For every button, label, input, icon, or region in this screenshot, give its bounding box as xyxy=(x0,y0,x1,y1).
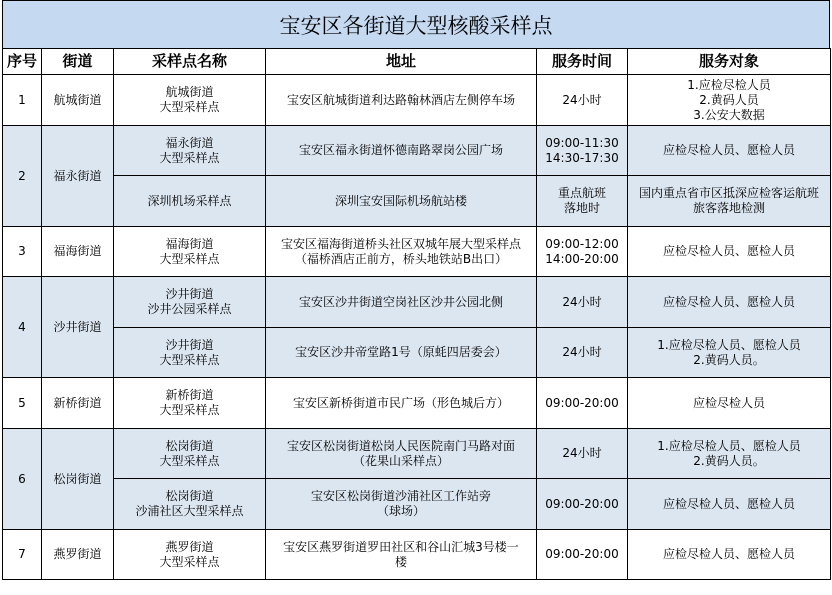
target-line: 2.黄码人员。 xyxy=(693,352,765,367)
header-site: 采样点名称 xyxy=(114,49,266,75)
cell-site-name xyxy=(114,75,266,126)
cell-street: 福永街道 xyxy=(42,126,114,227)
cell-address xyxy=(266,328,537,378)
target-line: 应检尽检人员 xyxy=(692,395,765,410)
hours-line: 09:00-20:00 xyxy=(545,395,619,410)
cell-street: 燕罗街道 xyxy=(42,530,114,580)
target-line: 应检尽检人员、愿检人员 xyxy=(662,496,795,511)
target-line: 1.应检尽检人员、愿检人员 xyxy=(657,438,801,453)
address-line: 深圳宝安国际机场航站楼 xyxy=(334,193,467,208)
site-name-line: 深圳机场采样点 xyxy=(147,193,232,208)
site-name-line: 燕罗街道 xyxy=(165,539,214,554)
cell-hours xyxy=(537,126,628,176)
cell-site-name xyxy=(114,176,266,227)
site-name-line: 福海街道 xyxy=(165,236,214,251)
hours-line: 24小时 xyxy=(562,345,602,359)
hours-line: 24小时 xyxy=(562,92,602,107)
table-row xyxy=(3,75,831,126)
table-row xyxy=(3,126,831,176)
hours-line: 09:00-20:00 xyxy=(545,547,619,561)
cell-street: 新桥街道 xyxy=(42,378,114,429)
table-body xyxy=(3,75,831,580)
hours-line: 14:00-20:00 xyxy=(545,251,619,266)
cell-address xyxy=(266,479,537,530)
header-address: 地址 xyxy=(266,49,537,75)
header-seq: 序号 xyxy=(3,49,42,75)
cell-target xyxy=(628,75,831,126)
address-line: 宝安区燕罗街道罗田社区和谷山汇城3号楼一 xyxy=(283,539,519,554)
target-line: 2.黄码人员。 xyxy=(693,453,765,468)
cell-hours xyxy=(537,479,628,530)
table-row xyxy=(3,530,831,580)
table-row xyxy=(3,328,831,378)
site-name-line: 松岗街道 xyxy=(165,438,214,453)
site-name-line: 福永街道 xyxy=(165,135,214,150)
cell-site-name xyxy=(114,479,266,530)
target-line: 3.公安大数据 xyxy=(693,107,765,122)
target-line: 应检尽检人员、愿检人员 xyxy=(662,244,795,258)
sheet-title: 宝安区各街道大型核酸采样点 xyxy=(2,0,830,48)
cell-seq: 6 xyxy=(3,429,42,530)
site-name-line: 沙井街道 xyxy=(165,337,214,352)
target-line: 2.黄码人员 xyxy=(699,92,759,107)
cell-hours xyxy=(537,277,628,328)
cell-address xyxy=(266,378,537,429)
hours-line: 09:00-11:30 xyxy=(545,135,619,150)
hours-line: 24小时 xyxy=(562,294,602,309)
cell-target xyxy=(628,126,831,176)
site-name-line: 松岗街道 xyxy=(165,489,214,503)
table-row xyxy=(3,227,831,277)
header-street: 街道 xyxy=(42,49,114,75)
cell-seq: 1 xyxy=(3,75,42,126)
cell-address xyxy=(266,176,537,227)
cell-hours xyxy=(537,328,628,378)
sampling-sites-table xyxy=(2,48,831,580)
cell-site-name xyxy=(114,378,266,429)
address-line: （福桥酒店正前方，桥头地铁站B出口） xyxy=(294,251,508,266)
target-line: 应检尽检人员、愿检人员 xyxy=(662,547,795,561)
cell-target xyxy=(628,530,831,580)
cell-target xyxy=(628,479,831,530)
address-line: 楼 xyxy=(394,554,407,569)
address-line: 宝安区松岗街道沙浦社区工作站旁 xyxy=(310,489,491,503)
table-row xyxy=(3,378,831,429)
cell-site-name xyxy=(114,530,266,580)
cell-site-name xyxy=(114,277,266,328)
site-name-line: 大型采样点 xyxy=(159,150,220,165)
cell-site-name xyxy=(114,429,266,479)
table-row xyxy=(3,176,831,227)
hours-line: 09:00-12:00 xyxy=(545,236,619,251)
cell-hours xyxy=(537,227,628,277)
site-name-line: 沙浦社区大型采样点 xyxy=(135,504,244,518)
cell-site-name xyxy=(114,126,266,176)
cell-hours xyxy=(537,429,628,479)
site-name-line: 沙井街道 xyxy=(165,287,214,301)
cell-hours xyxy=(537,176,628,227)
hours-line: 14:30-17:30 xyxy=(545,150,619,165)
address-line: 宝安区新桥街道市民广场（形色城后方） xyxy=(292,395,509,410)
target-line: 1.应检尽检人员、愿检人员 xyxy=(657,337,801,352)
table-row xyxy=(3,479,831,530)
cell-address xyxy=(266,429,537,479)
cell-street: 松岗街道 xyxy=(42,429,114,530)
cell-street: 沙井街道 xyxy=(42,277,114,378)
cell-seq: 7 xyxy=(3,530,42,580)
header-target: 服务对象 xyxy=(628,49,831,75)
site-name-line: 大型采样点 xyxy=(159,554,220,569)
site-name-line: 大型采样点 xyxy=(159,100,220,114)
cell-seq: 5 xyxy=(3,378,42,429)
site-name-line: 大型采样点 xyxy=(159,403,220,417)
address-line: 宝安区福永街道怀德南路翠岗公园广场 xyxy=(298,143,503,157)
cell-address xyxy=(266,75,537,126)
address-line: （花果山采样点） xyxy=(352,453,449,468)
cell-site-name xyxy=(114,328,266,378)
cell-target xyxy=(628,328,831,378)
cell-address xyxy=(266,530,537,580)
cell-seq: 4 xyxy=(3,277,42,378)
cell-target xyxy=(628,378,831,429)
address-line: 宝安区沙井帝堂路1号（原蚝四居委会） xyxy=(295,345,507,359)
cell-site-name xyxy=(114,227,266,277)
address-line: 宝安区松岗街道松岗人民医院南门马路对面 xyxy=(286,438,515,453)
target-line: 应检尽检人员、愿检人员 xyxy=(662,143,795,157)
cell-hours xyxy=(537,378,628,429)
target-line: 旅客落地检测 xyxy=(692,201,765,215)
header-row xyxy=(3,49,831,75)
cell-address xyxy=(266,227,537,277)
address-line: 宝安区沙井街道空岗社区沙井公园北侧 xyxy=(298,294,503,309)
site-name-line: 新桥街道 xyxy=(165,388,214,402)
site-name-line: 大型采样点 xyxy=(159,251,220,266)
header-hours: 服务时间 xyxy=(537,49,628,75)
cell-target xyxy=(628,227,831,277)
hours-line: 重点航班 xyxy=(557,186,606,200)
hours-line: 落地时 xyxy=(563,201,600,215)
address-line: 宝安区航城街道利达路翰林酒店左侧停车场 xyxy=(286,92,515,107)
target-line: 国内重点省市区抵深应检客运航班 xyxy=(638,186,819,200)
table-row xyxy=(3,277,831,328)
site-name-line: 航城街道 xyxy=(165,85,214,99)
target-line: 1.应检尽检人员 xyxy=(687,77,771,92)
cell-address xyxy=(266,277,537,328)
address-line: （球场） xyxy=(376,504,425,518)
hours-line: 09:00-20:00 xyxy=(545,496,619,511)
site-name-line: 大型采样点 xyxy=(159,352,220,367)
cell-target xyxy=(628,176,831,227)
cell-seq: 3 xyxy=(3,227,42,277)
target-line: 应检尽检人员、愿检人员 xyxy=(662,294,795,309)
site-name-line: 大型采样点 xyxy=(159,453,220,468)
cell-street: 福海街道 xyxy=(42,227,114,277)
cell-seq: 2 xyxy=(3,126,42,227)
hours-line: 24小时 xyxy=(562,446,602,460)
site-name-line: 沙井公园采样点 xyxy=(147,302,232,316)
cell-street: 航城街道 xyxy=(42,75,114,126)
address-line: 宝安区福海街道桥头社区双城年展大型采样点 xyxy=(280,236,521,251)
cell-hours xyxy=(537,75,628,126)
cell-target xyxy=(628,277,831,328)
cell-hours xyxy=(537,530,628,580)
table-row xyxy=(3,429,831,479)
cell-address xyxy=(266,126,537,176)
cell-target xyxy=(628,429,831,479)
